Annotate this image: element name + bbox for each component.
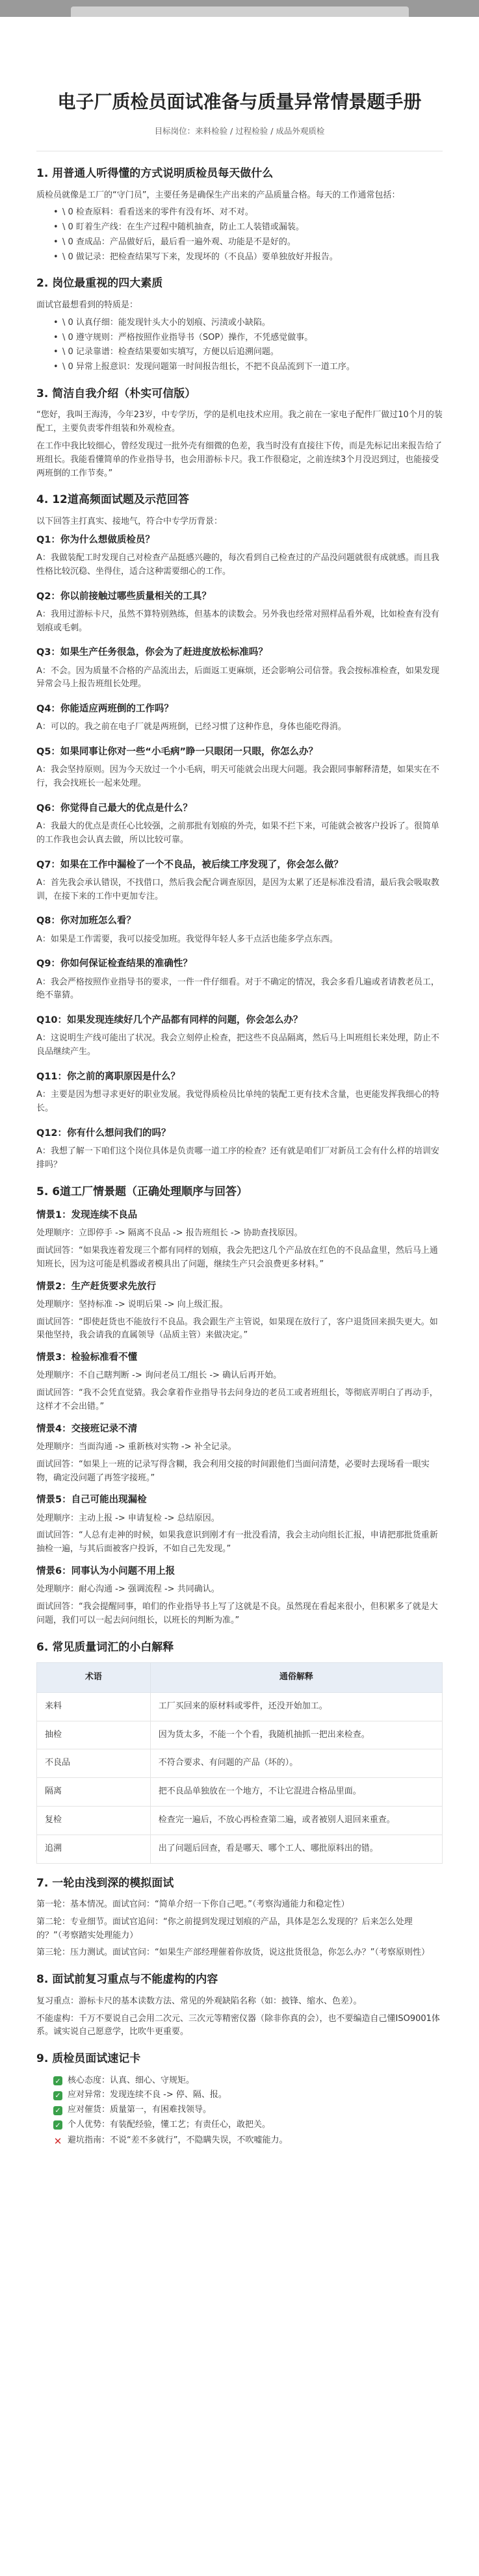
section-1-intro: 质检员就像是工厂的“守门员”，主要任务是确保生产出来的产品质量合格。每天的工作通常包括： [36, 190, 400, 200]
table-row [37, 1692, 443, 1721]
table-row [37, 1778, 443, 1807]
scenario-order: 处理顺序：当面沟通 -> 重新核对实物 -> 补全记录。 [36, 1441, 237, 1452]
qa-item-8 [36, 914, 443, 946]
mock-round-3: 第三轮：压力测试。面试官问：“如果生产部经理催着你放货，说这批货很急，你怎么办？”（考察原则性） [36, 1948, 430, 1958]
section-3-title: 3. 简洁自我介绍（朴实可信版） [36, 387, 196, 400]
scenario-answer: 面试回答：“如果上一班的记录写得含糊，我会利用交接的时间跟他们当面问清楚，必要时去现场看一眼实物，确定没问题了再签字接班。” [36, 1459, 430, 1483]
list-item [53, 2089, 443, 2102]
list-item [53, 2104, 443, 2117]
table-row [37, 1721, 443, 1749]
table-row [37, 1806, 443, 1835]
scenario-title: 情景5：自己可能出现漏检 [36, 1495, 147, 1506]
list-item: • \ 0 异常上报意识：发现问题第一时间报告组长，不把不良品流到下一道工序。 [53, 361, 443, 374]
scenario-6 [36, 1564, 443, 1628]
qa-item-4 [36, 702, 443, 734]
list-item: • \ 0 检查原料：看看送来的零件有没有坏、对不对。 [53, 206, 443, 220]
qa-item-1 [36, 533, 443, 579]
answer: A：可以的。我之前在电子厂就是两班倒，已经习惯了这种作息，身体也能吃得消。 [36, 722, 346, 732]
scenario-answer: 面试回答：“人总有走神的时候，如果我意识到刚才有一批没看清，我会主动向组长汇报，申请把那批货重新抽检一遍，与其后面被客户投诉，不如自己先发现。” [36, 1530, 438, 1554]
section-2-title: 2. 岗位最重视的四大素质 [36, 277, 163, 290]
term-cell: 追溯 [37, 1835, 151, 1863]
scenario-title: 情景3：检验标准看不懂 [36, 1352, 138, 1363]
section-4-intro: 以下回答主打真实、接地气，符合中专学历背景： [36, 516, 223, 526]
question: Q12：你有什么想问我们的吗？ [36, 1127, 171, 1139]
table-header-row [37, 1663, 443, 1693]
page-bottom-space [36, 2156, 443, 2182]
term-cell: 复检 [37, 1806, 151, 1835]
answer: A：我最大的优点是责任心比较强，之前那批有划痕的外壳，如果不拦下来，可能就会被客户投诉了。很简单的工作我也会认真去做，所以比较可靠。 [36, 821, 439, 845]
section-4-title: 4. 12道高频面试题及示范回答 [36, 493, 189, 507]
section-1-title: 1. 用普通人听得懂的方式说明质检员每天做什么 [36, 167, 274, 180]
document-page [0, 17, 479, 2195]
scenario-answer: 面试回答：“我会提醒同事，咱们的作业指导书上写了这就是不良。虽然现在看起来很小，但积累多了就是大问题，我们可以一起去问问组长，以班长的判断为准。” [36, 1601, 438, 1625]
mock-round-2: 第二轮：专业细节。面试官追问：“你之前提到发现过划痕的产品，具体是怎么发现的？后来怎么处理的？”（考察踏实处理能力） [36, 1916, 413, 1940]
page-title: 电子厂质检员面试准备与质量异常情景题手册 [57, 91, 422, 112]
checkmark-icon: ✓ [53, 2091, 62, 2100]
column-header: 通俗解释 [150, 1663, 442, 1693]
cross-icon: ✕ [53, 2135, 62, 2147]
answer: A：主要是因为想寻求更好的职业发展。我觉得质检员比单纯的装配工更有技术含量，也更能发挥我细心的特长。 [36, 1090, 439, 1113]
memo-text: 应对催货：质量第一，有困难找领导。 [68, 2105, 212, 2115]
question: Q6：你觉得自己最大的优点是什么？ [36, 803, 192, 814]
section-2-list [36, 316, 443, 374]
definition-cell: 出了问题后回查，看是哪天、哪个工人、哪批原料出的错。 [150, 1835, 442, 1863]
question: Q5：如果同事让你对一些“小毛病”睁一只眼闭一只眼，你怎么办？ [36, 747, 318, 758]
question: Q10：如果发现连续好几个产品都有同样的问题，你会怎么办？ [36, 1015, 303, 1026]
browser-tab[interactable] [71, 6, 409, 17]
list-item: • \ 0 盯着生产线：在生产过程中随机抽查，防止工人装错或漏装。 [53, 221, 443, 235]
scenario-2 [36, 1280, 443, 1343]
section-9-title: 9. 质检员面试速记卡 [36, 2052, 141, 2066]
checkmark-icon: ✓ [53, 2076, 62, 2085]
list-item [53, 2133, 443, 2149]
qa-item-2 [36, 589, 443, 636]
column-header: 术语 [37, 1663, 151, 1693]
scenario-title: 情景6：同事认为小问题不用上报 [36, 1565, 175, 1577]
question: Q2：你以前接触过哪些质量相关的工具？ [36, 591, 211, 602]
qa-item-11 [36, 1070, 443, 1116]
section-5-title: 5. 6道工厂情景题（正确处理顺序与回答） [36, 1185, 248, 1198]
memo-text: 核心态度：认真、细心、守规矩。 [68, 2075, 195, 2085]
scenario-1 [36, 1208, 443, 1272]
question: Q8：你对加班怎么看？ [36, 916, 136, 927]
qa-item-12 [36, 1126, 443, 1172]
checkmark-icon: ✓ [53, 2106, 62, 2115]
list-item [53, 2074, 443, 2088]
scenario-order: 处理顺序：主动上报 -> 申请复检 -> 总结原因。 [36, 1513, 220, 1523]
answer: A：这说明生产线可能出了状况。我会立刻停止检查，把这些不良品隔离，然后马上叫班组长来处理，防止不良品继续产生。 [36, 1033, 439, 1057]
memo-text: 避坑指南：不说“差不多就行”，不隐瞒失误，不吹嘘能力。 [68, 2135, 288, 2146]
page-subtitle: 目标岗位：来料检验 / 过程检验 / 成品外观质检 [154, 126, 325, 136]
scenario-order: 处理顺序：立即停手 -> 隔离不良品 -> 报告班组长 -> 协助查找原因。 [36, 1228, 303, 1239]
definition-cell: 因为货太多，不能一个个看，我随机抽抓一把出来检查。 [150, 1721, 442, 1749]
term-cell: 来料 [37, 1692, 151, 1721]
definition-cell: 检查完一遍后，不放心再检查第二遍，或者被别人退回来重查。 [150, 1806, 442, 1835]
checkmark-icon: ✓ [53, 2120, 62, 2130]
section-8-title: 8. 面试前复习重点与不能虚构的内容 [36, 1973, 218, 1987]
question: Q4：你能适应两班倒的工作吗？ [36, 704, 174, 715]
question: Q9：你如何保证检查结果的准确性？ [36, 959, 192, 970]
answer: A：我做装配工时发现自己对检查产品挺感兴趣的，每次看到自己检查过的产品没问题就很有成就感。而且我性格比较沉稳、坐得住，适合这种需要细心的工作。 [36, 552, 439, 576]
do-not-fabricate: 不能虚构：千万不要说自己会用二次元、三次元等精密仪器（除非你真的会），也不要编造自己懂ISO9001体系。诚实说自己愿意学，比吹牛更重要。 [36, 2013, 440, 2037]
list-item: • \ 0 做记录：把检查结果写下来，发现坏的（不良品）要单独放好并报告。 [53, 251, 443, 264]
section-7-title: 7. 一轮由浅到深的模拟面试 [36, 1876, 174, 1890]
memo-text: 个人优势：有装配经验，懂工艺；有责任心，敢把关。 [68, 2120, 271, 2130]
list-item [53, 2119, 443, 2132]
qa-item-7 [36, 858, 443, 904]
answer: A：如果是工作需要，我可以接受加班。我觉得年轻人多干点活也能多学点东西。 [36, 934, 338, 944]
mock-round-1: 第一轮：基本情况。面试官问：“简单介绍一下你自己吧。”（考察沟通能力和稳定性） [36, 1900, 350, 1910]
scenario-4 [36, 1422, 443, 1486]
scenario-title: 情景2：生产赶货要求先放行 [36, 1281, 157, 1292]
answer: A：我会严格按照作业指导书的要求，一件一件仔细看。对于不确定的情况，我会多看几遍或者请教老员工，绝不靠猜。 [36, 977, 439, 1001]
qa-item-3 [36, 645, 443, 691]
scenario-order: 处理顺序：不自己瞎判断 -> 询问老员工/组长 -> 确认后再开始。 [36, 1371, 282, 1381]
memo-card-list [36, 2074, 443, 2149]
list-item: • \ 0 查成品：产品做好后，最后看一遍外观、功能是不是好的。 [53, 236, 443, 250]
scenario-order: 处理顺序：坚持标准 -> 说明后果 -> 向上级汇报。 [36, 1299, 228, 1309]
question: Q11：你之前的离职原因是什么？ [36, 1071, 181, 1082]
answer: A：首先我会承认错误，不找借口，然后我会配合调查原因，是因为太累了还是标准没看清，最后我会吸取教训，在接下来的工作中更加专注。 [36, 877, 439, 901]
scenario-3 [36, 1350, 443, 1414]
term-cell: 不良品 [37, 1749, 151, 1778]
table-row [37, 1749, 443, 1778]
section-1-list [36, 206, 443, 264]
list-item: • \ 0 记录靠谱：检查结果要如实填写，方便以后追溯问题。 [53, 346, 443, 359]
question: Q3：如果生产任务很急，你会为了赶进度放松标准吗？ [36, 647, 268, 658]
answer: A：我想了解一下咱们这个岗位具体是负责哪一道工序的检查？还有就是咱们厂对新员工会有什么样的培训安排吗？ [36, 1146, 439, 1170]
list-item: • \ 0 遵守规则：严格按照作业指导书（SOP）操作，不凭感觉做事。 [53, 331, 443, 345]
scenario-answer: 面试回答：“如果我连着发现三个都有同样的划痕，我会先把这几个产品放在红色的不良品盒里，然后马上通知班长，因为这可能是机器或者模具出了问题，继续生产只会浪费更多材料。” [36, 1246, 438, 1269]
answer: A：不会。因为质量不合格的产品流出去，后面返工更麻烦，还会影响公司信誉。我会按标准检查，如果发现异常会马上报告班组长处理。 [36, 665, 439, 689]
definition-cell: 不符合要求、有问题的产品（坏的）。 [150, 1749, 442, 1778]
definition-cell: 把不良品单独放在一个地方，不让它混进合格品里面。 [150, 1778, 442, 1807]
qa-item-9 [36, 957, 443, 1003]
table-row [37, 1835, 443, 1863]
review-focus: 复习重点：游标卡尺的基本读数方法、常见的外观缺陷名称（如：披锋、缩水、色差）。 [36, 1996, 362, 2006]
qa-item-5 [36, 745, 443, 791]
scenario-order: 处理顺序：耐心沟通 -> 强调流程 -> 共同确认。 [36, 1584, 220, 1595]
qa-item-10 [36, 1013, 443, 1059]
self-intro-paragraph-2: 在工作中我比较细心，曾经发现过一批外壳有细微的色差，我当时没有直接往下传，而是先标记出来报告给了班组长。我能看懂简单的作业指导书，也会用游标卡尺。我工作很稳定，之前连续3个月没迟到过，也能接受两班倒的工作节奏。” [36, 441, 443, 478]
term-cell: 抽检 [37, 1721, 151, 1749]
browser-top-bar [0, 0, 479, 17]
scenario-title: 情景4：交接班记录不清 [36, 1423, 138, 1434]
answer: A：我用过游标卡尺，虽然不算特别熟练，但基本的读数会。另外我也经常对照样品看外观，比如检查有没有划痕或毛刺。 [36, 609, 439, 633]
section-2-intro: 面试官最想看到的特质是： [36, 300, 138, 310]
scenario-answer: 面试回答：“即使赶货也不能放行不良品。我会跟生产主管说，如果现在放行了，客户退货回来损失更大。如果他坚持，我会请我的直属领导（品质主管）来做决定。” [36, 1317, 438, 1341]
self-intro-paragraph-1: “您好，我叫王海涛，今年23岁，中专学历，学的是机电技术应用。我之前在一家电子配件厂做过10个月的装配工，主要负责零件组装和外观检查。 [36, 410, 443, 434]
term-cell: 隔离 [37, 1778, 151, 1807]
question: Q7：如果在工作中漏检了一个不良品，被后续工序发现了，你会怎么做？ [36, 859, 343, 870]
list-item: • \ 0 认真仔细：能发现针头大小的划痕、污渍或小缺陷。 [53, 316, 443, 330]
scenario-answer: 面试回答：“我不会凭直觉猜。我会拿着作业指导书去问身边的老员工或者班组长，等彻底弄明白了再动手，这样才不会出错。” [36, 1388, 438, 1411]
question: Q1：你为什么想做质检员？ [36, 534, 155, 545]
definition-cell: 工厂买回来的原材料或零件，还没开始加工。 [150, 1692, 442, 1721]
section-6-title: 6. 常见质量词汇的小白解释 [36, 1640, 174, 1654]
memo-text: 应对异常：发现连续不良 -> 停、隔、报。 [68, 2090, 227, 2100]
qa-item-6 [36, 801, 443, 847]
scenario-title: 情景1：发现连续不良品 [36, 1210, 138, 1221]
glossary-table [36, 1662, 443, 1864]
scenario-5 [36, 1493, 443, 1556]
answer: A：我会坚持原则。因为今天放过一个小毛病，明天可能就会出现大问题。我会跟同事解释清楚，如果实在不行，我会找班长一起来处理。 [36, 765, 439, 789]
